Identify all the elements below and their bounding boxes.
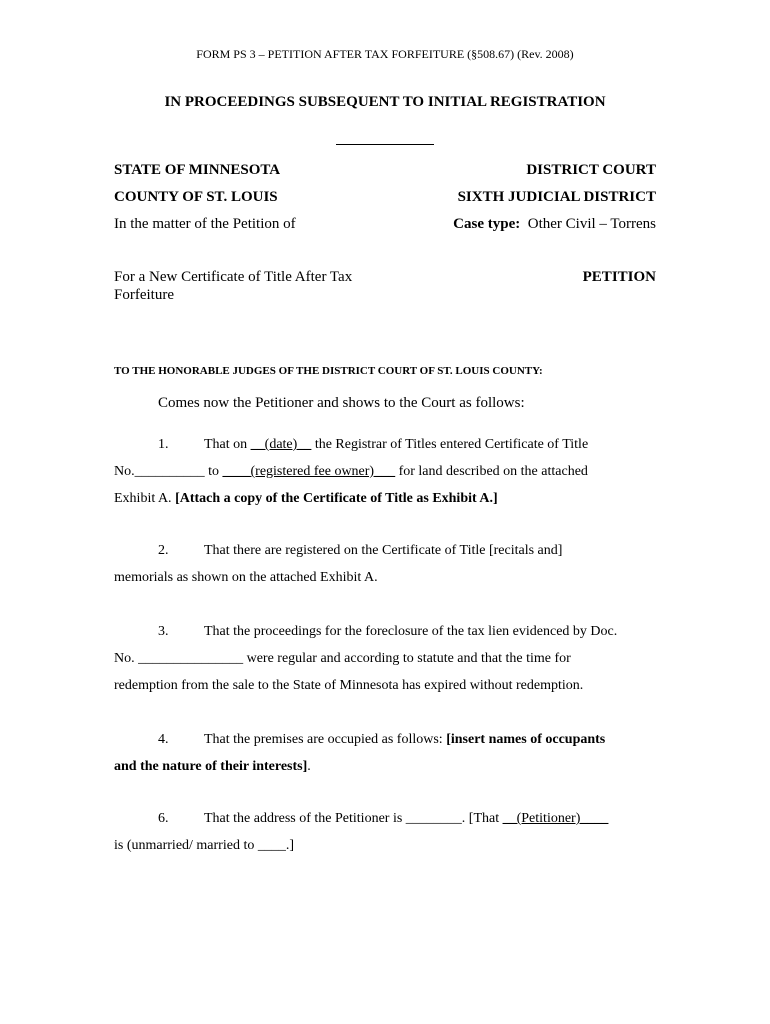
- petitioner-field: __(Petitioner)____: [502, 811, 609, 826]
- p2-line2: memorials as shown on the attached Exhibit A.: [114, 570, 378, 585]
- heading-rule: [336, 144, 434, 145]
- p2-number: 2.: [158, 543, 169, 558]
- case-type-value: Other Civil – Torrens: [527, 216, 656, 232]
- p4-line1-a: That the premises are occupied as follows:: [204, 732, 447, 747]
- p1-line1-a: That on: [204, 437, 251, 452]
- p4-line2-end: .: [307, 759, 311, 774]
- p4-number: 4.: [158, 732, 169, 747]
- p3-line3: redemption from the sale to the State of Minnesota has expired without redemption.: [114, 678, 584, 693]
- p4-line1: [204, 732, 605, 748]
- caption-court: DISTRICT COURT: [526, 162, 656, 178]
- p4-instruction-a: [insert names of occupants: [446, 732, 606, 747]
- p1-line3: [114, 491, 498, 507]
- p6-number: 6.: [158, 811, 169, 826]
- p6-line1-a: That the address of the Petitioner is ________. [That: [204, 811, 503, 826]
- case-type-label: Case type:: [453, 216, 521, 232]
- p1-line3-a: Exhibit A.: [114, 491, 176, 506]
- p1-line1-b: the Registrar of Titles entered Certificate of Title: [311, 437, 589, 452]
- caption-subject-line1: For a New Certificate of Title After Tax: [114, 269, 353, 285]
- case-type: [453, 216, 656, 233]
- court-address: TO THE HONORABLE JUDGES OF THE DISTRICT COURT OF ST. LOUIS COUNTY:: [114, 365, 543, 377]
- p1-line2-b: for land described on the attached: [395, 464, 588, 479]
- caption-matter: In the matter of the Petition of: [114, 216, 296, 232]
- p3-line1: That the proceedings for the foreclosure of the tax lien evidenced by Doc.: [204, 624, 618, 639]
- p6-line1: [204, 811, 608, 827]
- p1-line2: [114, 464, 588, 480]
- p2-line1: That there are registered on the Certificate of Title [recitals and]: [204, 543, 563, 558]
- date-field: __(date)__: [250, 437, 312, 452]
- p1-line1: [204, 437, 588, 453]
- intro-text: Comes now the Petitioner and shows to the Court as follows:: [158, 395, 525, 411]
- form-identifier: FORM PS 3 – PETITION AFTER TAX FORFEITURE (§508.67) (Rev. 2008): [196, 47, 574, 61]
- p4-instruction-b: and the nature of their interests]: [114, 759, 308, 774]
- p3-number: 3.: [158, 624, 169, 639]
- p1-number: 1.: [158, 437, 169, 452]
- caption-county: COUNTY OF ST. LOUIS: [114, 189, 278, 205]
- caption-district: SIXTH JUDICIAL DISTRICT: [457, 189, 656, 205]
- p1-line2-a: No.__________ to: [114, 464, 223, 479]
- caption-subject-line2: Forfeiture: [114, 287, 174, 303]
- document-heading: IN PROCEEDINGS SUBSEQUENT TO INITIAL REGISTRATION: [164, 94, 606, 110]
- document-title: PETITION: [582, 269, 656, 285]
- p3-line2: No. _______________ were regular and according to statute and that the time for: [114, 651, 571, 666]
- p6-line2: is (unmarried/ married to ____.]: [114, 838, 295, 853]
- owner-field: ____(registered fee owner)___: [222, 464, 396, 479]
- caption-state: STATE OF MINNESOTA: [114, 162, 281, 178]
- p4-line2: [114, 759, 311, 775]
- p1-instruction: [Attach a copy of the Certificate of Title as Exhibit A.]: [175, 491, 498, 506]
